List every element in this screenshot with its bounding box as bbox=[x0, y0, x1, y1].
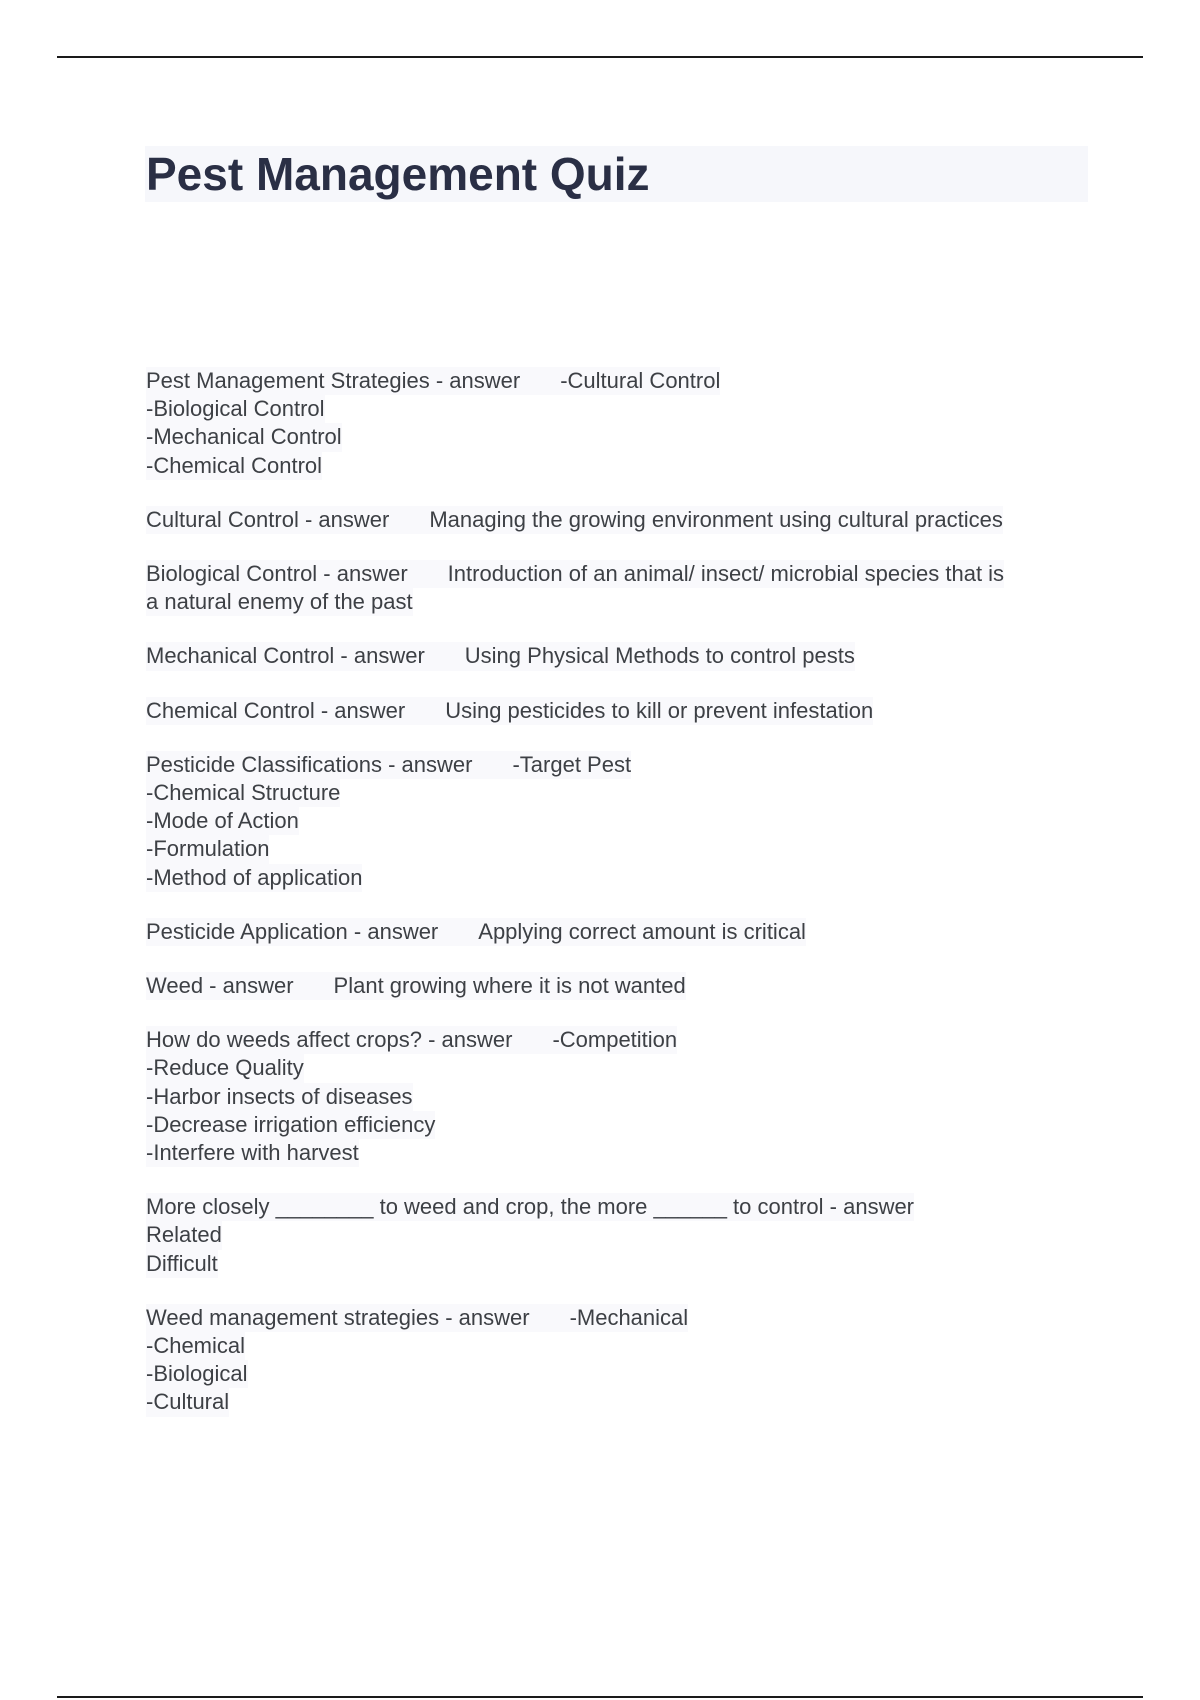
qa-item bbox=[146, 560, 1096, 616]
answer-line: a natural enemy of the past bbox=[146, 588, 413, 616]
qa-item bbox=[146, 642, 1096, 670]
qa-first-line bbox=[146, 972, 686, 1000]
answer-text: -Target Pest bbox=[512, 751, 632, 777]
qa-first-line bbox=[146, 751, 631, 779]
bottom-rule bbox=[57, 1696, 1143, 1698]
question-text: How do weeds affect crops? - answer bbox=[146, 1027, 513, 1053]
qa-list bbox=[146, 367, 1096, 1443]
qa-first-line bbox=[146, 560, 1004, 588]
answer-text: Using Physical Methods to control pests bbox=[464, 643, 855, 669]
answer-text: -Cultural Control bbox=[560, 368, 721, 393]
qa-item bbox=[146, 972, 1096, 1000]
answer-line: -Interfere with harvest bbox=[146, 1139, 359, 1167]
answer-text: Introduction of an animal/ insect/ microbial species that is bbox=[447, 561, 1005, 587]
answer-text: -Mechanical bbox=[569, 1304, 689, 1330]
question-text: Biological Control - answer bbox=[146, 561, 408, 587]
qa-first-line bbox=[146, 506, 1003, 534]
answer-text: Managing the growing environment using cultural practices bbox=[429, 506, 1003, 532]
answer-line: -Chemical Control bbox=[146, 452, 322, 480]
answer-line: -Method of application bbox=[146, 864, 362, 892]
answer-line: -Chemical bbox=[146, 1332, 245, 1360]
question-text: Pest Management Strategies - answer bbox=[146, 368, 521, 393]
question-text: More closely ________ to weed and crop, the more ______ to control - answer bbox=[146, 1194, 915, 1220]
qa-item bbox=[146, 367, 1096, 480]
answer-text: Using pesticides to kill or prevent infestation bbox=[445, 697, 874, 723]
qa-first-line bbox=[146, 918, 806, 946]
answer-line: -Decrease irrigation efficiency bbox=[146, 1111, 435, 1139]
top-rule bbox=[57, 56, 1143, 58]
qa-first-line bbox=[146, 1304, 688, 1332]
question-text: Cultural Control - answer bbox=[146, 506, 390, 532]
answer-line: -Chemical Structure bbox=[146, 779, 340, 807]
qa-item bbox=[146, 751, 1096, 892]
answer-text: Applying correct amount is critical bbox=[478, 918, 806, 944]
question-text: Pesticide Application - answer bbox=[146, 918, 439, 944]
answer-line: -Formulation bbox=[146, 835, 269, 863]
qa-item bbox=[146, 1026, 1096, 1167]
answer-line: -Harbor insects of diseases bbox=[146, 1083, 413, 1111]
answer-line: -Cultural bbox=[146, 1388, 229, 1416]
qa-item bbox=[146, 697, 1096, 725]
question-text: Pesticide Classifications - answer bbox=[146, 751, 473, 777]
qa-first-line bbox=[146, 642, 855, 670]
answer-line: Difficult bbox=[146, 1250, 218, 1278]
answer-text: Plant growing where it is not wanted bbox=[333, 973, 686, 999]
qa-item bbox=[146, 1193, 1096, 1278]
qa-item bbox=[146, 1304, 1096, 1417]
qa-first-line bbox=[146, 1026, 677, 1054]
qa-first-line bbox=[146, 1193, 914, 1221]
answer-line: -Biological Control bbox=[146, 395, 325, 423]
qa-first-line bbox=[146, 367, 720, 395]
question-text: Weed - answer bbox=[146, 973, 294, 999]
question-text: Mechanical Control - answer bbox=[146, 643, 425, 669]
answer-line: Related bbox=[146, 1221, 222, 1249]
qa-item bbox=[146, 918, 1096, 946]
qa-first-line bbox=[146, 697, 873, 725]
answer-text: -Competition bbox=[552, 1027, 678, 1053]
page-title: Pest Management Quiz bbox=[146, 148, 650, 200]
question-text: Weed management strategies - answer bbox=[146, 1304, 530, 1330]
answer-line: -Reduce Quality bbox=[146, 1054, 304, 1082]
question-text: Chemical Control - answer bbox=[146, 697, 406, 723]
answer-line: -Mode of Action bbox=[146, 807, 299, 835]
answer-line: -Mechanical Control bbox=[146, 423, 342, 451]
qa-item bbox=[146, 506, 1096, 534]
answer-line: -Biological bbox=[146, 1360, 248, 1388]
